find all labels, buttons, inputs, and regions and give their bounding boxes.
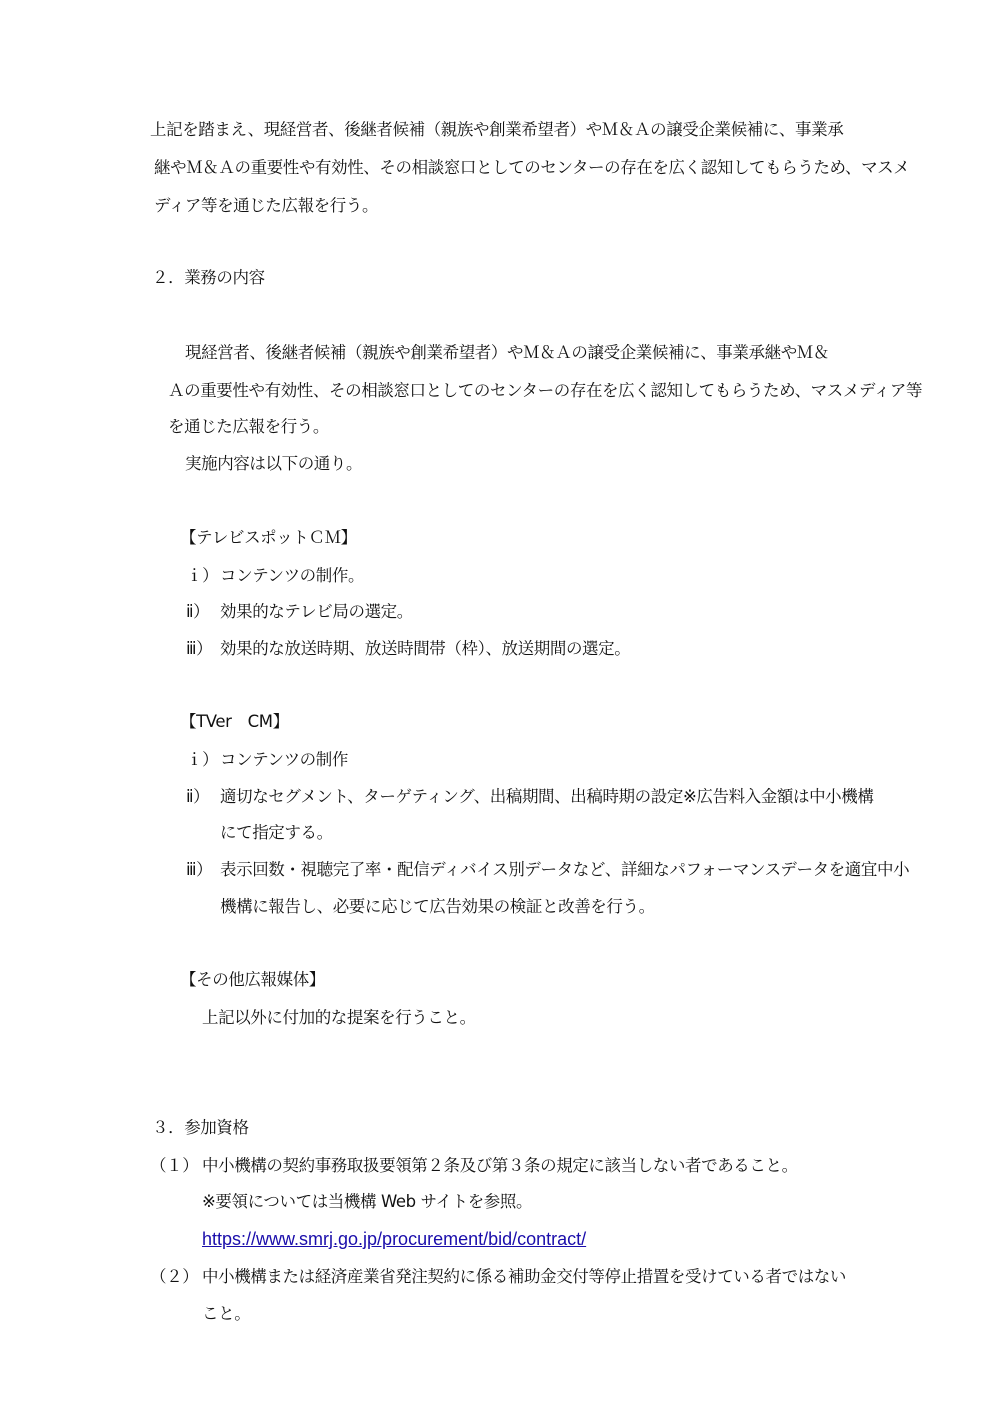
tv-spot-item-3-marker: ⅲ） [186,639,213,658]
tver-item-2-marker: ⅱ） [186,787,210,806]
contract-rules-link[interactable]: https://www.smrj.go.jp/procurement/bid/contract/ [202,1229,587,1249]
eligibility-item-1-text: 中小機構の契約事務取扱要領第２条及び第３条の規定に該当しない者であること。 [202,1156,798,1175]
section-2-paragraph-line-3: を通じた広報を行う。 [168,417,330,436]
intro-line-3: ディア等を通じた広報を行う。 [154,196,379,215]
section-2-paragraph-line-2: Ａの重要性や有効性、その相談窓口としてのセンターの存在を広く認知してもらうため、マスメディア等 [168,381,923,400]
section-2-heading: ２．業務の内容 [152,268,265,287]
other-media-title: 【その他広報媒体】 [180,970,325,989]
section-2-summary: 実施内容は以下の通り。 [185,454,363,473]
tver-item-3-continuation: 機構に報告し、必要に応じて広告効果の検証と改善を行う。 [220,897,655,916]
tver-item-2-continuation: にて指定する。 [220,823,333,842]
tv-spot-item-1-text: コンテンツの制作。 [220,566,365,585]
eligibility-item-2-text: 中小機構または経済産業省発注契約に係る補助金交付等停止措置を受けている者ではない [202,1267,847,1286]
tver-cm-title: 【TVer CM】 [180,712,289,731]
section-2-paragraph-line-1: 現経営者、後継者候補（親族や創業希望者）やＭ＆Ａの譲受企業候補に、事業承継やＭ＆ [185,343,830,362]
tver-item-2-text: 適切なセグメント、ターゲティング、出稿期間、出稿時期の設定※広告料入金額は中小機構 [220,787,874,806]
eligibility-item-1-note: ※要領については当機構 Web サイトを参照。 [202,1192,533,1211]
tver-item-1-text: コンテンツの制作 [220,750,348,769]
eligibility-item-2-marker: （２） [150,1267,199,1286]
tver-item-3-marker: ⅲ） [186,860,213,879]
tver-item-1-marker: ｉ） [186,750,219,769]
intro-line-2: 継やＭ＆Ａの重要性や有効性、その相談窓口としてのセンターの存在を広く認知してもらうため、マスメ [154,158,910,177]
tv-spot-item-2-text: 効果的なテレビ局の選定。 [220,602,413,621]
section-3-heading: ３．参加資格 [152,1118,249,1137]
intro-line-1: 上記を踏まえ、現経営者、後継者候補（親族や創業希望者）やＭ＆Ａの譲受企業候補に、事業承 [150,120,844,139]
tv-spot-item-3-text: 効果的な放送時期、放送時間帯（枠）、放送期間の選定。 [220,639,631,658]
tv-spot-item-2-marker: ⅱ） [186,602,210,621]
other-media-text: 上記以外に付加的な提案を行うこと。 [202,1008,476,1027]
tver-item-3-text: 表示回数・視聴完了率・配信ディバイス別データなど、詳細なパフォーマンスデータを適宜中小 [220,860,910,879]
tv-spot-title: 【テレビスポットＣＭ】 [180,528,357,547]
eligibility-item-1-marker: （１） [150,1156,199,1175]
eligibility-item-2-continuation: こと。 [202,1304,251,1323]
tv-spot-item-1-marker: ｉ） [186,566,219,585]
